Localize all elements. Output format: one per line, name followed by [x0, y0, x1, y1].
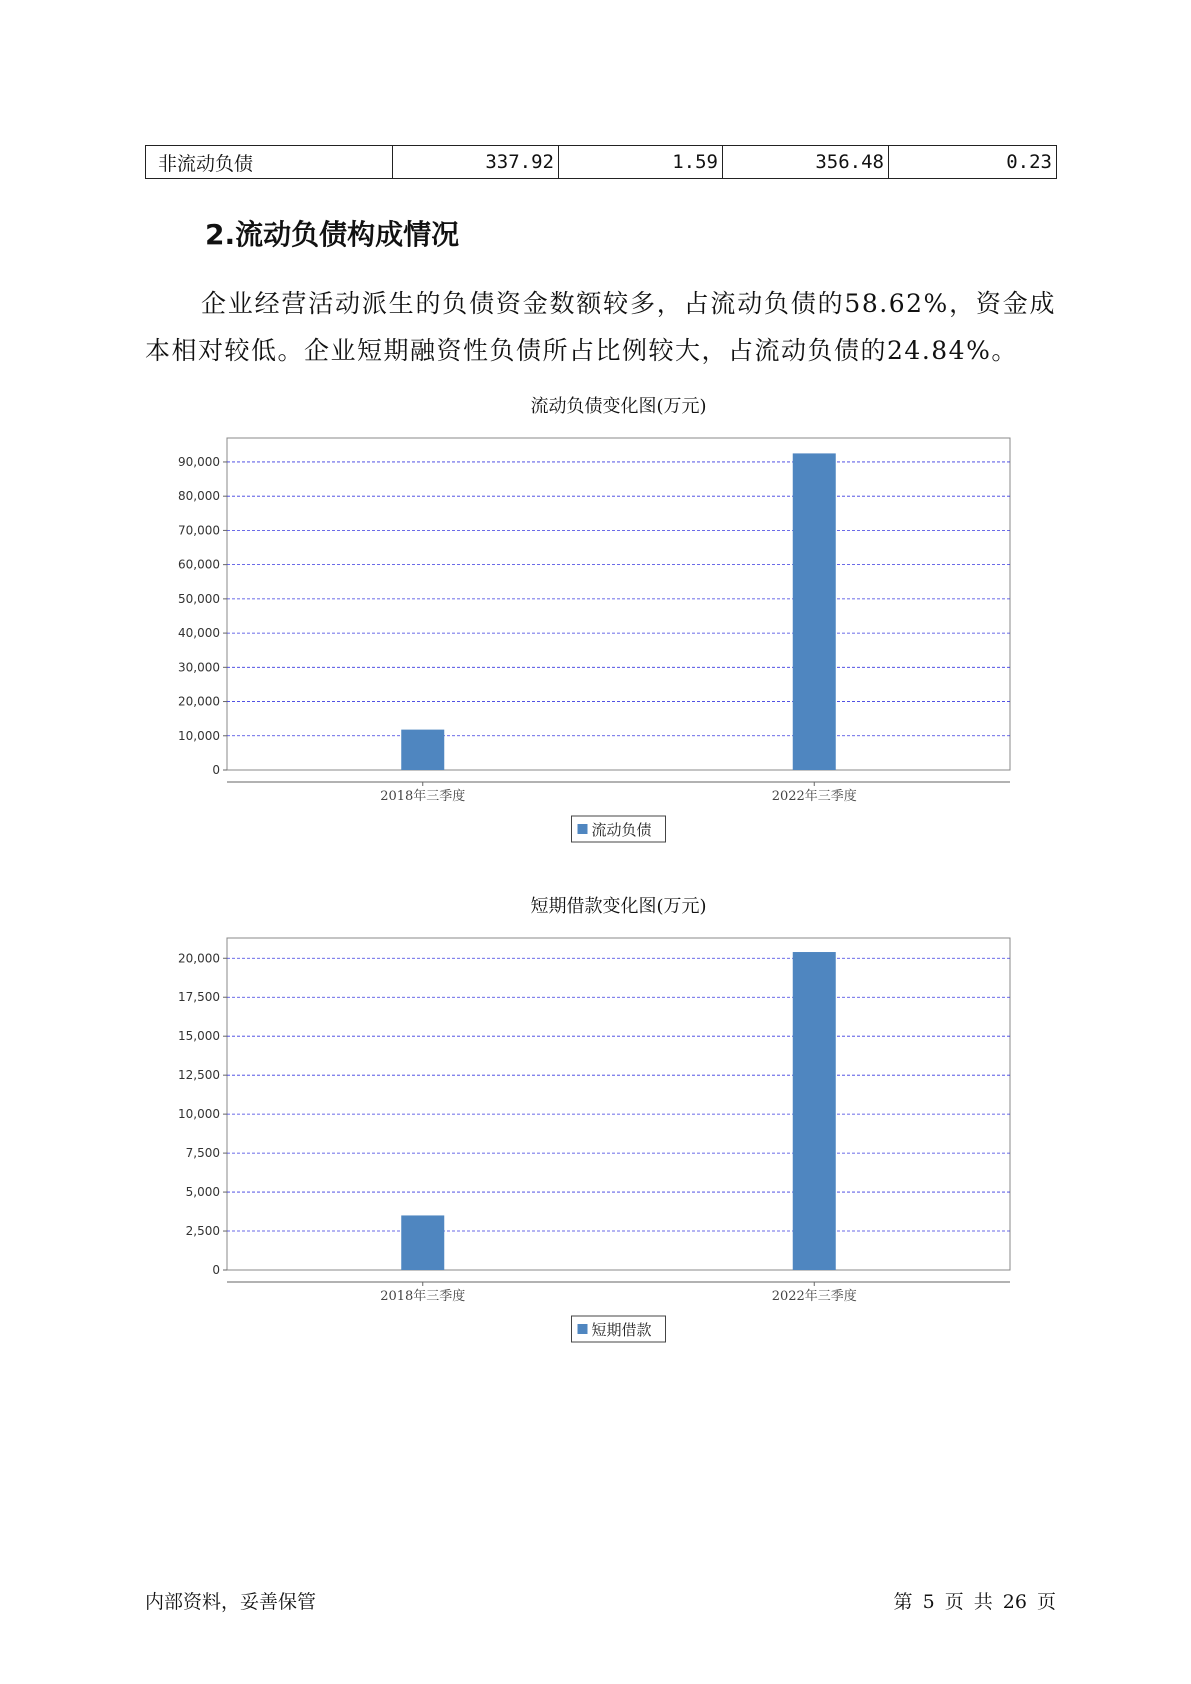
legend-label: 短期借款: [591, 1321, 652, 1339]
liability-table: [145, 145, 1057, 179]
chart-title: 流动负债变化图(万元): [530, 396, 707, 417]
short-term-loans-chart: [150, 890, 1050, 1350]
table-cell: 337.92: [393, 146, 559, 179]
chart-svg: [150, 890, 1050, 1350]
y-tick-label: 0: [212, 763, 220, 777]
table-cell: 1.59: [559, 146, 723, 179]
chart-svg: [150, 390, 1050, 850]
legend-swatch: [578, 824, 588, 834]
y-tick-label: 50,000: [178, 591, 220, 606]
plot-area: [227, 438, 1010, 770]
legend: [572, 1316, 666, 1342]
y-tick-label: 10,000: [178, 728, 220, 743]
footer-confidential: 内部资料，妥善保管: [145, 1591, 317, 1613]
y-tick-label: 70,000: [178, 523, 220, 538]
table-row: [146, 146, 1057, 179]
x-tick-label: 2022年三季度: [771, 1289, 857, 1304]
row-label: 非流动负债: [146, 146, 393, 179]
current-liabilities-chart: [150, 390, 1050, 850]
y-tick-label: 20,000: [178, 694, 220, 709]
y-tick-label: 2,500: [185, 1224, 220, 1239]
x-tick-label: 2022年三季度: [771, 789, 857, 804]
y-tick-label: 60,000: [178, 557, 220, 572]
x-tick-label: 2018年三季度: [380, 789, 466, 804]
footer-page-number: 第 5 页 共 26 页: [893, 1591, 1056, 1613]
table-cell: 356.48: [723, 146, 889, 179]
section-paragraph: 企业经营活动派生的负债资金数额较多，占流动负债的58.62%，资金成本相对较低。企业短期融资性负债所占比例较大，占流动负债的24.84%。: [145, 289, 1056, 365]
y-tick-label: 90,000: [178, 454, 220, 469]
y-tick-label: 20,000: [178, 951, 220, 966]
table-cell: 0.23: [889, 146, 1057, 179]
y-tick-label: 7,500: [185, 1146, 220, 1161]
bar: [793, 952, 836, 1270]
y-tick-label: 80,000: [178, 489, 220, 504]
bar: [401, 1215, 444, 1270]
section-heading: 2.流动负债构成情况: [205, 218, 460, 251]
y-tick-label: 30,000: [178, 660, 220, 675]
bar: [401, 730, 444, 770]
y-tick-label: 0: [212, 1263, 220, 1277]
legend: [572, 816, 666, 842]
y-tick-label: 10,000: [178, 1107, 220, 1122]
y-tick-label: 5,000: [185, 1185, 220, 1200]
legend-swatch: [578, 1324, 588, 1334]
chart-title: 短期借款变化图(万元): [530, 896, 707, 917]
plot-area: [227, 938, 1010, 1270]
y-tick-label: 12,500: [178, 1068, 220, 1083]
y-tick-label: 17,500: [178, 990, 220, 1005]
y-tick-label: 15,000: [178, 1029, 220, 1044]
x-tick-label: 2018年三季度: [380, 1289, 466, 1304]
y-tick-label: 40,000: [178, 626, 220, 641]
legend-label: 流动负债: [591, 821, 652, 839]
bar: [793, 453, 836, 770]
